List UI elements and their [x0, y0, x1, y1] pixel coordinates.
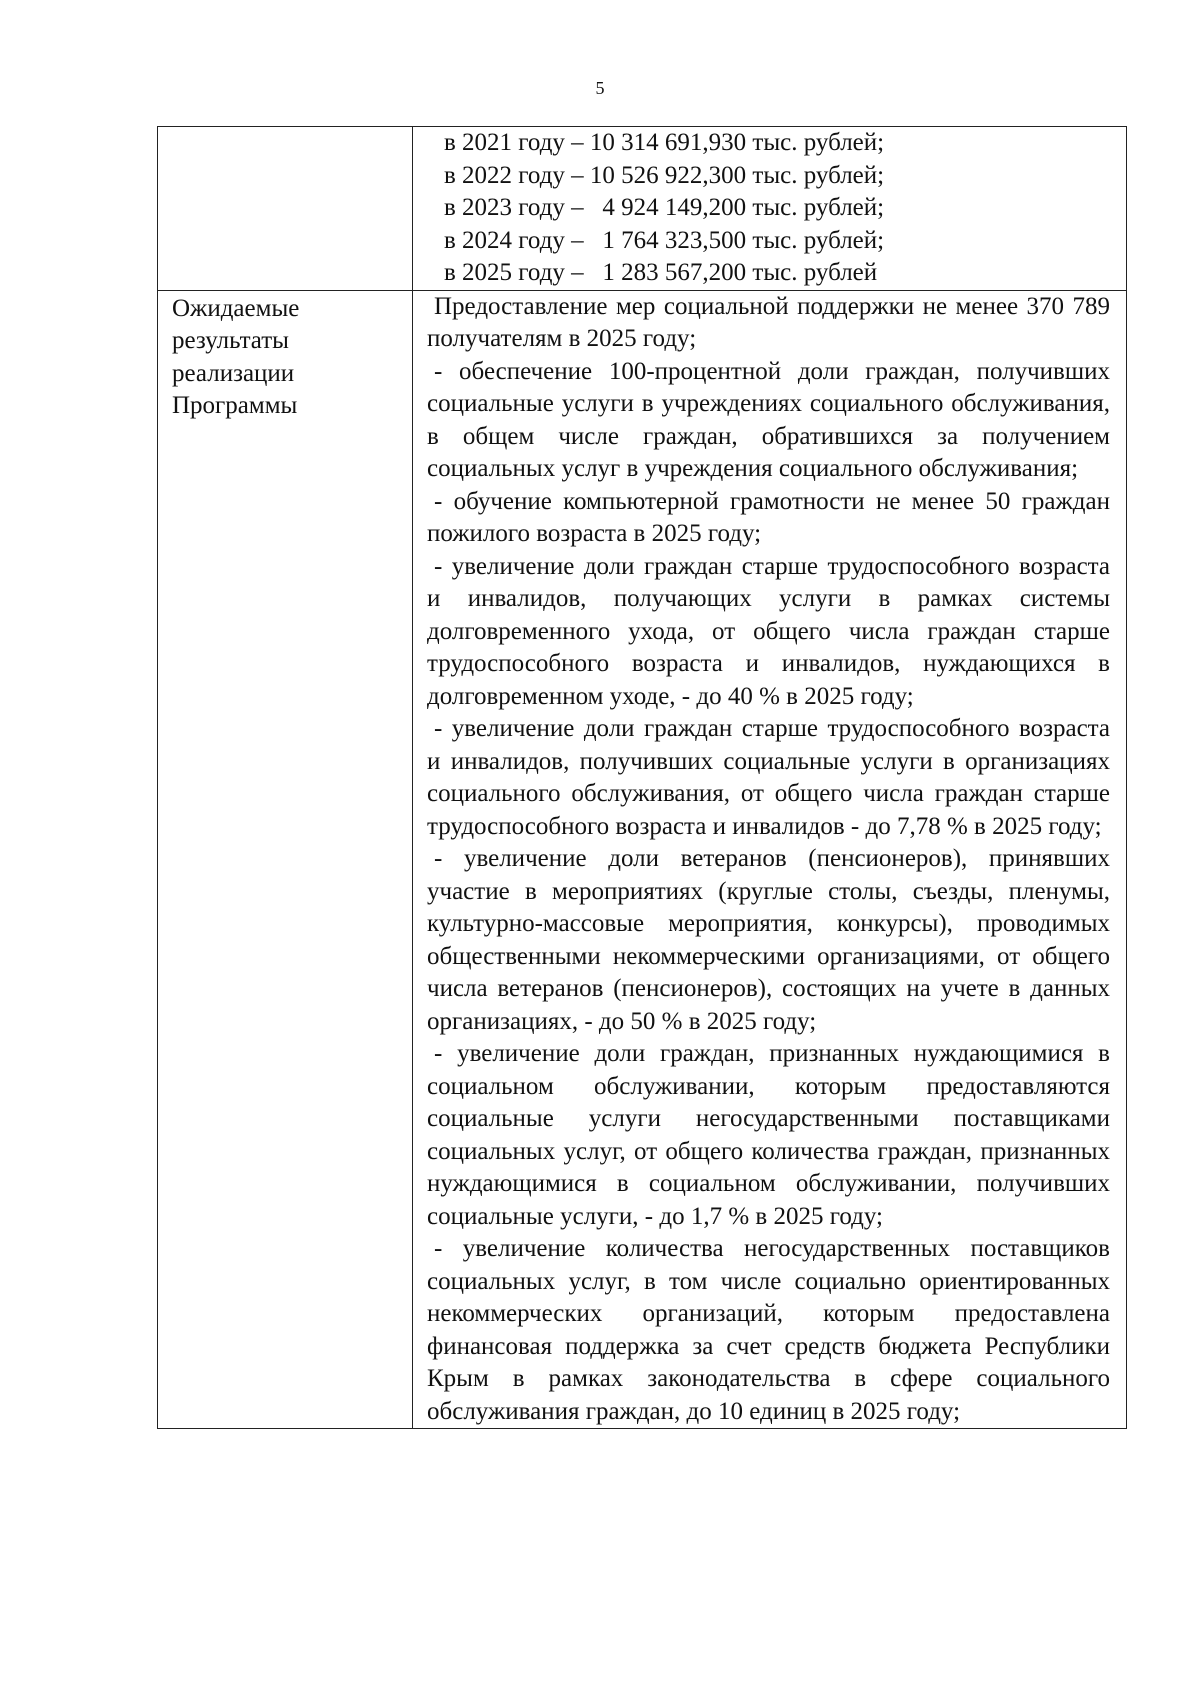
results-label-cell [158, 290, 413, 1429]
results-label-line: результаты [172, 327, 289, 354]
result-item-long-term-care: - увеличение доли граждан старше трудоспособного возраста и инвалидов, получающих услуги в рамках системы долговременного ухода, от общего числа граждан старше трудоспособного возраста и инвалидов, нуждающихся в долговременном уходе, - до 40 % в 2025 году; [427, 552, 1110, 710]
results-row [158, 290, 1127, 1429]
result-item-non-state-providers-share: - увеличение доли граждан, признанных нуждающимися в социальном обслуживании, которым предоставляются социальные услуги негосударственными поставщиками социальных услуг, от общего количества граждан, признанных нуждающимися в социальном обслуживании, получивших социальные услуги, - до 1,7 % в 2025 году; [427, 1040, 1110, 1230]
funding-line-2023: в 2023 году – 4 924 149,200 тыс. рублей; [444, 194, 885, 221]
funding-line-2021: в 2021 году – 10 314 691,930 тыс. рублей; [444, 129, 885, 156]
result-item-recipients: Предоставление мер социальной поддержки не менее 370 789 получателям в 2025 году; [427, 292, 1110, 352]
result-item-service-organizations: - увеличение доли граждан старше трудоспособного возраста и инвалидов, получивших социальные услуги в организациях социального обслуживания, от общего числа граждан старше трудоспособного возраста и инвалидов - до 7,78 % в 2025 году; [427, 715, 1110, 840]
results-label-line: реализации [172, 359, 295, 387]
results-label-line: Программы [172, 392, 298, 419]
funding-line-2024: в 2024 году – 1 764 323,500 тыс. рублей; [444, 226, 885, 254]
funding-label-cell [158, 127, 413, 291]
result-item-veterans-participation: - увеличение доли ветеранов (пенсионеров), принявших участие в мероприятиях (круглые столы, съезды, пленумы, культурно-массовые мероприятия, конкурсы), проводимых общественными некоммерческими организациями, от общего числа ветеранов (пенсионеров), состоящих на учете в данных организациях, - до 50 % в 2025 году; [427, 845, 1110, 1035]
results-value-cell [413, 290, 1127, 1429]
funding-row [158, 127, 1127, 291]
funding-line-2022: в 2022 году – 10 526 922,300 тыс. рублей; [444, 161, 885, 189]
funding-line-2025: в 2025 году – 1 283 567,200 тыс. рублей [444, 259, 878, 286]
results-label-line: Ожидаемые [172, 294, 300, 322]
result-item-computer-literacy: - обучение компьютерной грамотности не менее 50 граждан пожилого возраста в 2025 году; [427, 487, 1110, 547]
page-number: 5 [595, 78, 605, 98]
result-item-social-services-share: - обеспечение 100-процентной доли граждан, получивших социальные услуги в учреждениях социального обслуживания, в общем числе граждан, обратившихся за получением социальных услуг в учреждения социального обслуживания; [427, 357, 1110, 482]
result-item-non-state-providers-count: - увеличение количества негосударственных поставщиков социальных услуг, в том числе социально ориентированных некоммерческих организаций, которым предоставлена финансовая поддержка за счет средств бюджета Республики Крым в рамках законодательства в сфере социального обслуживания граждан, до 10 единиц в 2025 году; [427, 1235, 1110, 1425]
program-passport-table [157, 126, 1127, 1429]
funding-value-cell [413, 127, 1127, 291]
